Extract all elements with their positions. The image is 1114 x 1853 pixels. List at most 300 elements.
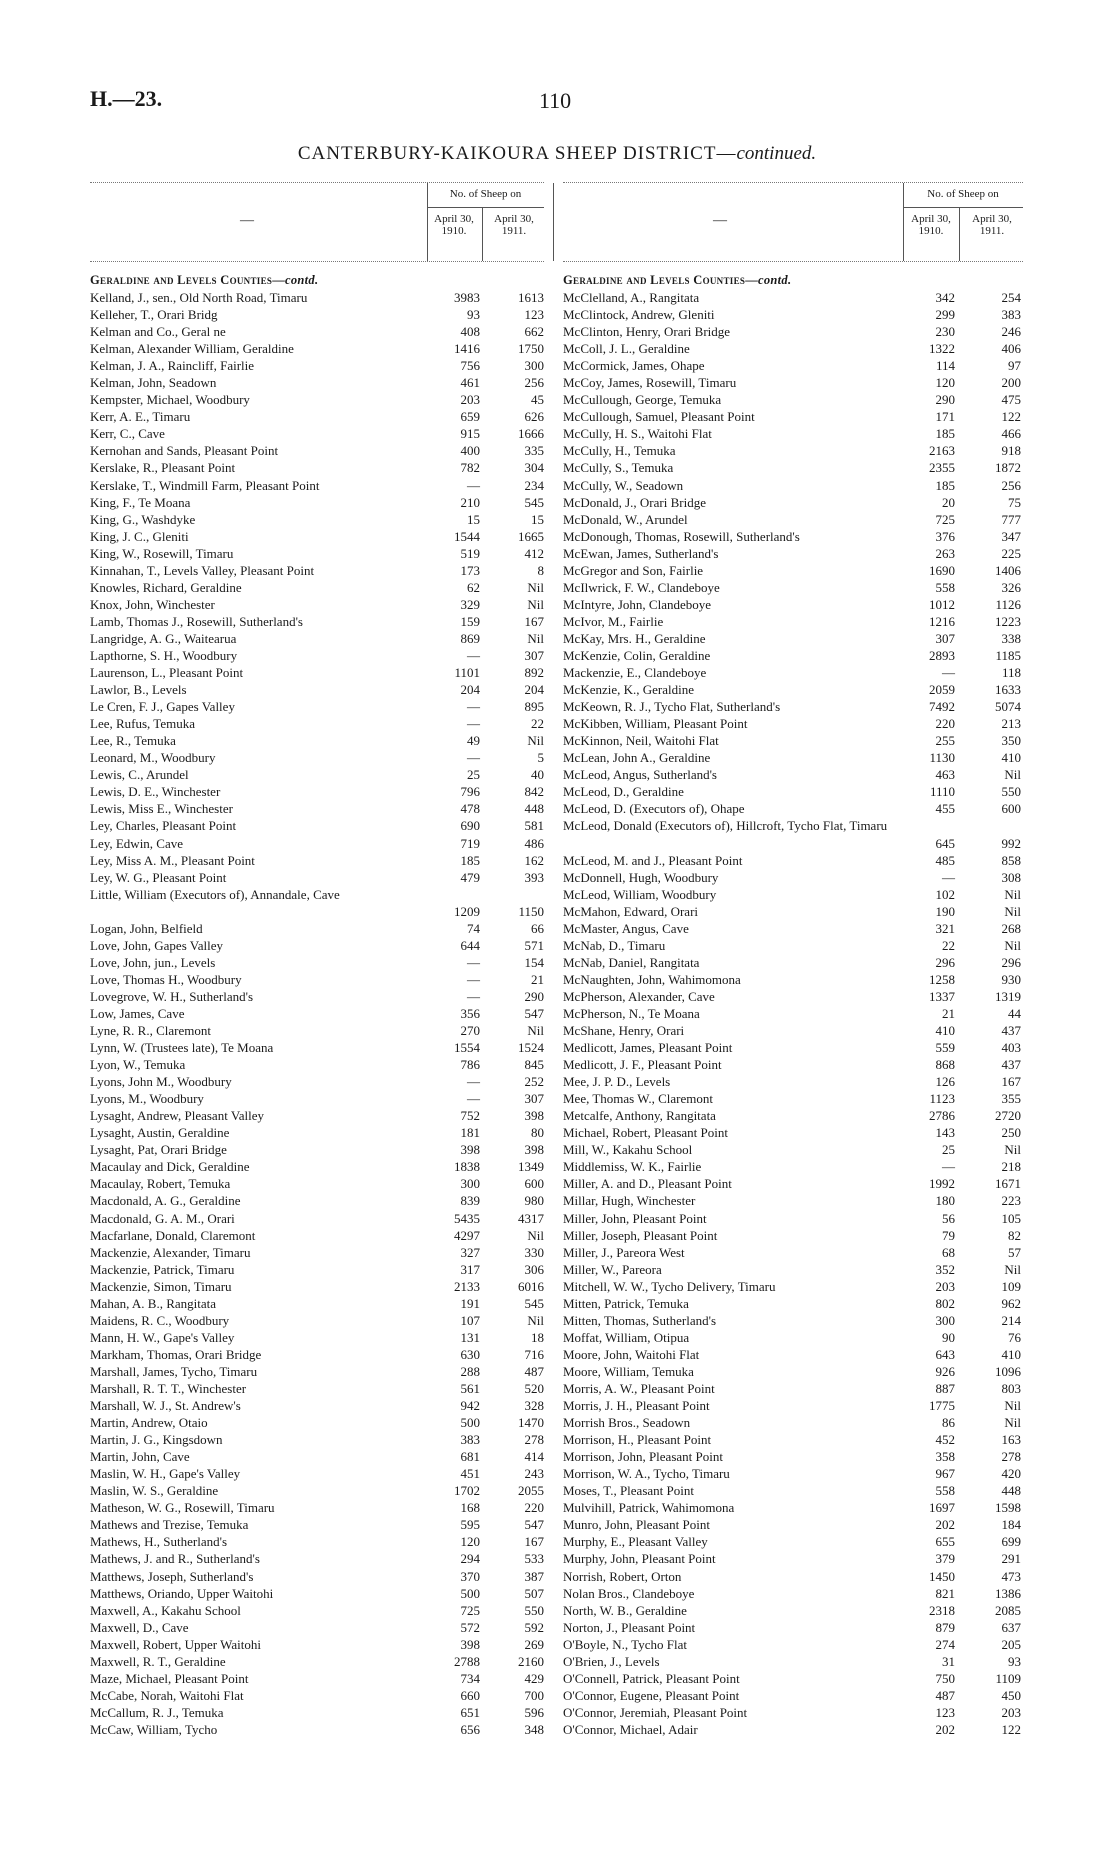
table-row [563, 817, 1023, 851]
sheep-1911: 21 [531, 971, 544, 987]
sheep-1910: 307 [935, 630, 955, 646]
sheep-1911: 254 [1001, 290, 1021, 305]
sheep-1910: 300 [935, 1312, 955, 1328]
sheep-1911: 220 [524, 1500, 544, 1516]
sheep-1910: 690 [460, 818, 480, 834]
sheep-1911: 547 [524, 1517, 544, 1533]
sheep-1910: — [942, 665, 955, 681]
sheep-1910: 383 [460, 1432, 480, 1448]
table-row [563, 1346, 1023, 1363]
owner-name: McLean, John A., Geraldine [563, 750, 711, 766]
sheep-1911: 410 [1001, 750, 1021, 766]
sheep-1910: 274 [935, 1636, 955, 1652]
right-column [563, 182, 1023, 1738]
table-row [90, 613, 544, 630]
sheep-1910: 202 [935, 1721, 955, 1737]
sheep-1911: 1126 [995, 596, 1021, 612]
table-row [563, 1670, 1023, 1687]
sheep-1911: 1223 [995, 613, 1021, 629]
sheep-1910: 645 [935, 835, 955, 851]
table-row [563, 1687, 1023, 1704]
sheep-1910: 802 [935, 1295, 955, 1311]
owner-name: McIvor, M., Fairlie [563, 613, 664, 629]
sheep-1910: 1012 [929, 596, 955, 612]
table-row [90, 357, 544, 374]
sheep-1910: 79 [942, 1227, 955, 1243]
sheep-1911: Nil [527, 1227, 544, 1243]
table-row [563, 1721, 1023, 1738]
sheep-1911: 448 [524, 801, 544, 817]
sheep-1911: 6016 [518, 1278, 544, 1294]
table-row [563, 323, 1023, 340]
sheep-1910: 131 [460, 1329, 480, 1345]
sheep-1911: 347 [1001, 528, 1021, 544]
table-row [90, 749, 544, 766]
owner-name: Morris, A. W., Pleasant Point [563, 1381, 715, 1396]
sheep-1911: 348 [524, 1721, 544, 1737]
owner-name: Maxwell, R. T., Geraldine [90, 1653, 226, 1669]
sheep-1910: 967 [935, 1466, 955, 1482]
table-row [90, 1227, 544, 1244]
sheep-1911: 600 [524, 1176, 544, 1192]
sheep-1910: 479 [460, 869, 480, 885]
owner-name: McLeod, D., Geraldine [563, 784, 684, 800]
table-row [90, 1499, 544, 1516]
table-row [563, 647, 1023, 664]
sheep-1910: 114 [935, 358, 955, 374]
sheep-1911: 1750 [518, 341, 544, 357]
owner-name: Maslin, W. S., Geraldine [90, 1483, 219, 1499]
owner-name: Mee, Thomas W., Claremont [563, 1091, 713, 1107]
table-row [563, 340, 1023, 357]
header-rule [482, 207, 483, 261]
owner-name: Lee, Rufus, Temuka [90, 716, 195, 732]
sheep-1910: 230 [935, 324, 955, 340]
sheep-1911: 338 [1001, 630, 1021, 646]
sheep-1910: 651 [460, 1704, 480, 1720]
sheep-1910: 463 [935, 767, 955, 783]
owner-name: Maze, Michael, Pleasant Point [90, 1670, 249, 1686]
sheep-1911: 1470 [518, 1415, 544, 1431]
sheep-1911: 2160 [518, 1653, 544, 1669]
sheep-1911: 992 [1001, 835, 1021, 851]
owner-name: Kerr, A. E., Timaru [90, 409, 191, 425]
owner-name: Little, William (Executors of), Annandale, Cave [90, 886, 340, 902]
sheep-1910: — [467, 750, 480, 766]
sheep-1910: 191 [460, 1295, 480, 1311]
sheep-1910: 190 [935, 903, 955, 919]
owner-name: Markham, Thomas, Orari Bridge [90, 1346, 262, 1362]
sheep-1911: 105 [1001, 1210, 1021, 1226]
sheep-1911: 412 [524, 545, 544, 561]
owner-name: McKay, Mrs. H., Geraldine [563, 630, 706, 646]
owner-name: Moses, T., Pleasant Point [563, 1483, 694, 1499]
table-row [90, 817, 544, 834]
owner-name: O'Connell, Patrick, Pleasant Point [563, 1670, 740, 1686]
sheep-1911: 8 [537, 562, 544, 578]
owner-name: Matthews, Joseph, Sutherland's [90, 1568, 254, 1584]
title-main: CANTERBURY-KAIKOURA SHEEP DISTRICT— [297, 143, 737, 164]
sheep-1910: 1337 [929, 988, 955, 1004]
sheep-1911: 777 [1001, 511, 1021, 527]
sheep-1910: 1258 [929, 971, 955, 987]
sheep-1910: 451 [460, 1466, 480, 1482]
owner-name: Knowles, Richard, Geraldine [90, 579, 242, 595]
table-row [90, 937, 544, 954]
owner-name: Matheson, W. G., Rosewill, Timaru [90, 1500, 275, 1516]
owner-name: Medlicott, J. F., Pleasant Point [563, 1057, 722, 1073]
sheep-1910: 352 [935, 1261, 955, 1277]
sheep-1911: 75 [1008, 494, 1021, 510]
owner-name: Matthews, Oriando, Upper Waitohi [90, 1585, 274, 1601]
owner-name: Mathews and Trezise, Temuka [90, 1517, 249, 1533]
table-row [563, 1465, 1023, 1482]
sheep-1910: 327 [460, 1244, 480, 1260]
sheep-1910: 203 [935, 1278, 955, 1294]
sheep-1910: 519 [460, 545, 480, 561]
table-row [90, 1346, 544, 1363]
table-row [90, 1056, 544, 1073]
table-row [90, 1141, 544, 1158]
table-row [90, 954, 544, 971]
owner-name: Kelman and Co., Geral ne [90, 324, 226, 340]
table-row [90, 579, 544, 596]
owner-name: O'Connor, Eugene, Pleasant Point [563, 1687, 740, 1703]
sheep-1911: 204 [524, 682, 544, 698]
sheep-1911: 252 [524, 1074, 544, 1090]
owner-name: Lysaght, Pat, Orari Bridge [90, 1142, 227, 1158]
table-row [563, 1516, 1023, 1533]
owner-name: Macaulay, Robert, Temuka [90, 1176, 231, 1192]
sheep-1910: 123 [935, 1704, 955, 1720]
sheep-1911: 1096 [995, 1363, 1021, 1379]
sheep-1910: 1702 [454, 1483, 480, 1499]
table-row [90, 1516, 544, 1533]
sheep-header: No. of Sheep on [449, 188, 522, 200]
sheep-header: No. of Sheep on [927, 188, 999, 200]
header-dash: — [713, 213, 727, 228]
sheep-1910: 321 [935, 920, 955, 936]
sheep-1911: 895 [524, 699, 544, 715]
table-row [563, 1585, 1023, 1602]
sheep-1910: 358 [935, 1449, 955, 1465]
table-row [90, 1244, 544, 1261]
sheep-1910: 204 [460, 682, 480, 698]
sheep-1910: 181 [460, 1125, 480, 1141]
table-row [563, 408, 1023, 425]
table-row [90, 783, 544, 800]
sheep-1911: 205 [1001, 1636, 1021, 1652]
owner-name: Moffat, William, Otipua [563, 1329, 690, 1345]
sheep-1911: 1319 [995, 988, 1021, 1004]
sheep-1910: 455 [935, 801, 955, 817]
sheep-1910: 270 [460, 1023, 480, 1039]
owner-name: Lyon, W., Temuka [90, 1057, 186, 1073]
sheep-1911: 406 [1001, 341, 1021, 357]
sheep-1911: 545 [524, 1295, 544, 1311]
sheep-1911: 398 [524, 1142, 544, 1158]
table-row [90, 1175, 544, 1192]
table-row [90, 1039, 544, 1056]
owner-name: Lewis, C., Arundel [90, 767, 189, 783]
sheep-1910: 1554 [454, 1040, 480, 1056]
sheep-1910: — [467, 971, 480, 987]
sheep-1910: 294 [460, 1551, 480, 1567]
owner-name: McLeod, M. and J., Pleasant Point [563, 852, 743, 868]
sheep-1911: Nil [1004, 1261, 1021, 1277]
sheep-1911: 278 [1001, 1449, 1021, 1465]
sheep-1911: 278 [524, 1432, 544, 1448]
sheep-1910: 725 [935, 511, 955, 527]
table-row [563, 954, 1023, 971]
sheep-1911: 387 [524, 1568, 544, 1584]
owner-name: Kerr, C., Cave [90, 426, 165, 442]
table-row [563, 1499, 1023, 1516]
sheep-1910: 643 [935, 1346, 955, 1362]
sheep-1910: 558 [935, 1483, 955, 1499]
table-row [563, 459, 1023, 476]
sheep-1910: 185 [935, 426, 955, 442]
sheep-1910: 62 [467, 579, 480, 595]
owner-name: McNab, Daniel, Rangitata [563, 954, 700, 970]
sheep-1910: 107 [460, 1312, 480, 1328]
sheep-1910: 734 [460, 1670, 480, 1686]
owner-name: Murphy, John, Pleasant Point [563, 1551, 716, 1567]
owner-name: O'Connor, Jeremiah, Pleasant Point [563, 1704, 748, 1720]
sheep-1910: 786 [460, 1057, 480, 1073]
table-row [563, 732, 1023, 749]
table-row [563, 1312, 1023, 1329]
owner-name: Morrison, John, Pleasant Point [563, 1449, 723, 1465]
table-row [90, 511, 544, 528]
owner-name: McLeod, William, Woodbury [563, 886, 717, 902]
table-row [563, 988, 1023, 1005]
owner-name: Lamb, Thomas J., Rosewill, Sutherland's [90, 613, 303, 629]
owner-name: Macaulay and Dick, Geraldine [90, 1159, 250, 1175]
sheep-1911: 328 [524, 1398, 544, 1414]
left-column [90, 182, 544, 1738]
table-row [563, 1141, 1023, 1158]
sheep-1910: — [467, 1074, 480, 1090]
table-row [90, 1124, 544, 1141]
sheep-1911: Nil [1004, 886, 1021, 902]
table-row [563, 1158, 1023, 1175]
owner-name: Mulvihill, Patrick, Wahimomona [563, 1500, 735, 1516]
table-row [90, 698, 544, 715]
sheep-1910: 752 [460, 1108, 480, 1124]
owner-name: Ley, Charles, Pleasant Point [90, 818, 237, 834]
sheep-1910: 561 [460, 1381, 480, 1396]
sheep-1911: 550 [1001, 784, 1021, 800]
table-row [563, 1636, 1023, 1653]
sheep-1910: 180 [935, 1193, 955, 1209]
table-row [90, 1619, 544, 1636]
sheep-1910: 31 [942, 1653, 955, 1669]
sheep-1910: 25 [467, 767, 480, 783]
sheep-1911: 980 [524, 1193, 544, 1209]
sheep-1911: 383 [1001, 307, 1021, 323]
table-row [563, 1056, 1023, 1073]
sheep-1911: Nil [1004, 903, 1021, 919]
sheep-1910: 796 [460, 784, 480, 800]
table-row [90, 1431, 544, 1448]
sheep-1910: 408 [460, 324, 480, 340]
sheep-1910: 756 [460, 358, 480, 374]
sheep-1911: 167 [1001, 1074, 1021, 1090]
sheep-1911: 858 [1001, 852, 1021, 868]
table-row [563, 715, 1023, 732]
sheep-1911: 547 [524, 1005, 544, 1021]
table-row [563, 937, 1023, 954]
sheep-1910: 93 [467, 307, 480, 323]
sheep-1911: 306 [524, 1261, 544, 1277]
sheep-1911: 268 [1001, 920, 1021, 936]
sheep-1911: 410 [1001, 1346, 1021, 1362]
sheep-1911: 80 [531, 1125, 544, 1141]
owner-name: McNab, D., Timaru [563, 937, 666, 953]
owner-name: Moore, William, Temuka [563, 1363, 694, 1379]
owner-name: Marshall, W. J., St. Andrew's [90, 1398, 241, 1414]
sheep-1911: 355 [1001, 1091, 1021, 1107]
sheep-1910: 290 [935, 392, 955, 408]
owner-name: Kempster, Michael, Woodbury [90, 392, 250, 408]
owner-name: Norton, J., Pleasant Point [563, 1619, 696, 1635]
sheep-1911: 218 [1001, 1159, 1021, 1175]
sheep-1911: 1109 [995, 1670, 1021, 1686]
sheep-1911: 335 [524, 443, 544, 459]
table-row [563, 579, 1023, 596]
owner-name: Mill, W., Kakahu School [563, 1142, 693, 1158]
sheep-1911: 1872 [995, 460, 1021, 476]
col-1910-header: April 30, 1910. [911, 213, 951, 237]
table-row [90, 835, 544, 852]
table-row [563, 630, 1023, 647]
sheep-1911: 167 [524, 613, 544, 629]
sheep-1911: 600 [1001, 801, 1021, 817]
table-row [90, 306, 544, 323]
sheep-1910: 644 [460, 937, 480, 953]
sheep-1911: 118 [1001, 665, 1021, 681]
sheep-1910: 485 [935, 852, 955, 868]
owner-name: Morrison, W. A., Tycho, Timaru [563, 1466, 730, 1482]
sheep-1910: — [467, 988, 480, 1004]
sheep-1910: 630 [460, 1346, 480, 1362]
table-row [563, 1397, 1023, 1414]
table-row [90, 1397, 544, 1414]
owner-name: Mathews, J. and R., Sutherland's [90, 1551, 260, 1567]
sheep-1911: 97 [1008, 358, 1021, 374]
sheep-1911: 5074 [995, 699, 1021, 715]
sheep-1911: 545 [524, 494, 544, 510]
sheep-1911: 18 [531, 1329, 544, 1345]
table-row [90, 562, 544, 579]
table-row [90, 408, 544, 425]
sheep-1910: 558 [935, 579, 955, 595]
table-row [90, 1568, 544, 1585]
sheep-1910: 143 [935, 1125, 955, 1141]
owner-name: McCormick, James, Ohape [563, 358, 705, 374]
owner-name: King, G., Washdyke [90, 511, 196, 527]
sheep-1910: 102 [935, 886, 955, 902]
owner-name: McCabe, Norah, Waitohi Flat [90, 1687, 244, 1703]
right-column-header [563, 182, 1023, 262]
section-heading: Geraldine and Levels Counties—contd. [90, 273, 319, 287]
sheep-1911: Nil [1004, 1415, 1021, 1431]
sheep-1911: Nil [1004, 1142, 1021, 1158]
sheep-1911: 184 [1001, 1517, 1021, 1533]
owner-name: Lynn, W. (Trustees late), Te Moana [90, 1040, 274, 1056]
sheep-1910: 887 [935, 1381, 955, 1396]
owner-name: Miller, W., Pareora [563, 1261, 662, 1277]
page-number: 110 [539, 88, 572, 113]
sheep-1911: 437 [1001, 1023, 1021, 1039]
sheep-1911: Nil [527, 596, 544, 612]
table-row [563, 1227, 1023, 1244]
table-row [563, 1363, 1023, 1380]
table-row [563, 1568, 1023, 1585]
sheep-1911: 962 [1001, 1295, 1021, 1311]
sheep-1910: 22 [942, 937, 955, 953]
owner-name: Maxwell, A., Kakahu School [90, 1602, 241, 1618]
owner-name: Martin, Andrew, Otaio [90, 1415, 208, 1431]
sheep-1911: 122 [1001, 409, 1021, 425]
table-row [90, 528, 544, 545]
owner-name: Lewis, Miss E., Winchester [90, 801, 233, 817]
table-row [563, 1244, 1023, 1261]
table-row [90, 1192, 544, 1209]
table-row [563, 374, 1023, 391]
table-row [90, 869, 544, 886]
sheep-1911: 420 [1001, 1466, 1021, 1482]
owner-name: Kelman, J. A., Raincliff, Fairlie [90, 358, 255, 374]
owner-name: Miller, John, Pleasant Point [563, 1210, 707, 1226]
table-row [90, 1670, 544, 1687]
sheep-1910: 2318 [929, 1602, 955, 1618]
owner-name: McMahon, Edward, Orari [563, 903, 699, 919]
sheep-1910: 1992 [929, 1176, 955, 1192]
owner-name: Kerslake, T., Windmill Farm, Pleasant Point [90, 477, 320, 493]
owner-name: Maslin, W. H., Gape's Valley [90, 1466, 241, 1482]
sheep-1911: 1150 [518, 903, 544, 919]
table-row [90, 477, 544, 494]
table-row [90, 340, 544, 357]
sheep-1911: 154 [524, 954, 544, 970]
owner-name: Mee, J. P. D., Levels [563, 1074, 671, 1090]
sheep-1910: 20 [942, 494, 955, 510]
sheep-1910: 263 [935, 545, 955, 561]
sheep-1911: 1598 [995, 1500, 1021, 1516]
sheep-1910: 782 [460, 460, 480, 476]
sheep-1910: 25 [942, 1142, 955, 1158]
sheep-1911: 892 [524, 665, 544, 681]
table-row [90, 596, 544, 613]
owner-name: Ley, Miss A. M., Pleasant Point [90, 852, 255, 868]
sheep-1910: 220 [935, 716, 955, 732]
owner-name: Martin, John, Cave [90, 1449, 190, 1465]
table-row [563, 1295, 1023, 1312]
sheep-1911: 307 [524, 647, 544, 663]
sheep-1911: 716 [524, 1346, 544, 1362]
table-row [563, 1414, 1023, 1431]
sheep-1911: 250 [1001, 1125, 1021, 1141]
sheep-1910: — [467, 716, 480, 732]
owner-name: Lyons, M., Woodbury [90, 1091, 204, 1107]
owner-name: McCoy, James, Rosewill, Timaru [563, 375, 737, 391]
owner-name: Morrison, H., Pleasant Point [563, 1432, 712, 1448]
owner-name: Macdonald, A. G., Geraldine [90, 1193, 241, 1209]
sheep-1911: 414 [524, 1449, 544, 1465]
right-rows [563, 289, 1023, 1738]
